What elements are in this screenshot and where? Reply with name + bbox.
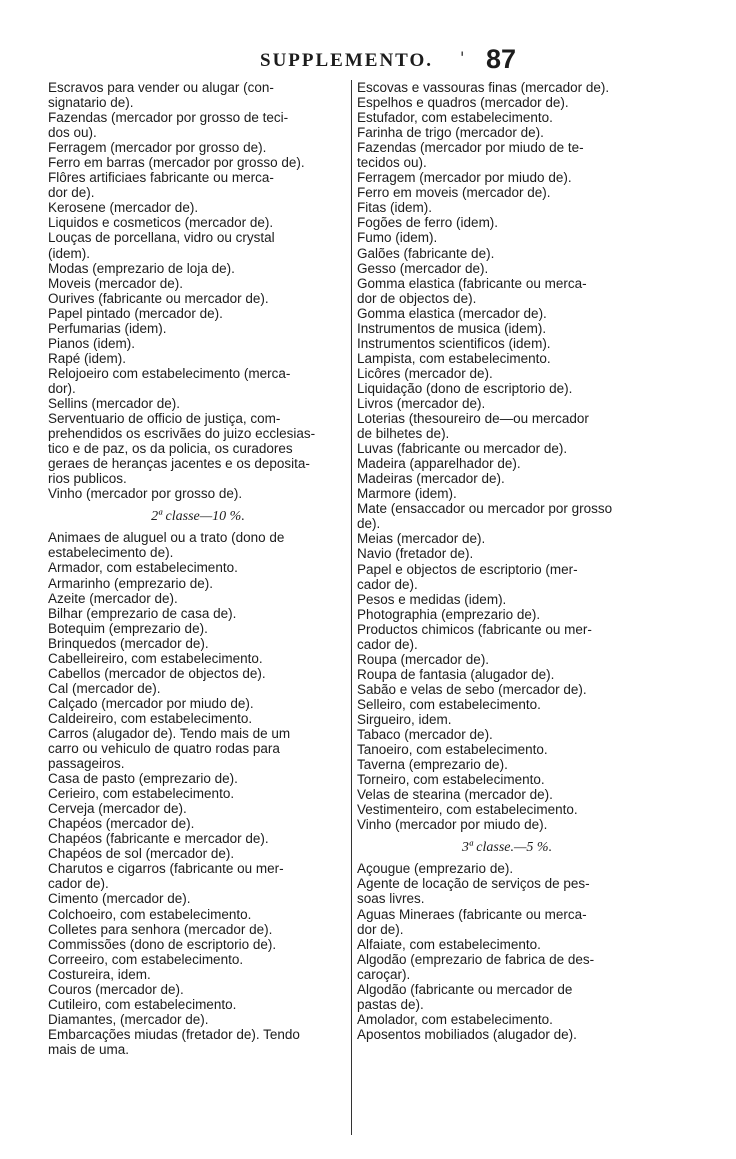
list-item: dor de objectos de). — [357, 290, 477, 306]
list-item: soas livres. — [357, 891, 425, 907]
list-item: tecidos ou). — [357, 155, 427, 171]
section-heading-3a-classe: 3ª classe.—5 %. — [461, 840, 553, 856]
list-item: caroçar). — [357, 966, 411, 982]
list-item: Perfumarias (idem). — [48, 320, 167, 336]
section-heading-2a-classe: 2ª classe—10 %. — [151, 509, 245, 525]
list-item: Cerveja (mercador de). — [48, 801, 187, 817]
list-item: Colchoeiro, com estabelecimento. — [48, 906, 252, 922]
section-3-entries-list — [357, 861, 657, 1042]
list-item: dos ou). — [48, 125, 97, 141]
list-item: Sellins (mercador de). — [48, 395, 181, 411]
list-item: Louças de porcellana, vidro ou crystal — [48, 230, 275, 246]
list-item: Roupa de fantasia (alugador de). — [357, 666, 555, 682]
list-item: Calçado (mercador por miudo de). — [48, 695, 254, 711]
printer-mark: ' — [460, 48, 465, 67]
column-divider — [351, 80, 352, 1135]
list-item: Fumo (idem). — [357, 230, 438, 246]
list-item: Madeira (apparelhador de). — [357, 456, 521, 472]
page-header — [40, 44, 680, 78]
list-item: Chapéos (mercador de). — [48, 816, 195, 832]
list-item: Costureira, idem. — [48, 966, 151, 982]
list-item: Estufador, com estabelecimento. — [357, 110, 553, 126]
list-item: Ferragem (mercador por miudo de). — [357, 170, 572, 186]
list-item: Galões (fabricante de). — [357, 245, 495, 261]
list-item: Animaes de aluguel ou a trato (dono de — [48, 530, 285, 546]
list-item: geraes de heranças jacentes e os deposita- — [48, 456, 310, 472]
list-item: Roupa (mercador de). — [357, 651, 490, 667]
list-item: Fazendas (mercador por grosso de teci- — [48, 110, 289, 126]
list-item: Kerosene (mercador de). — [48, 200, 199, 216]
list-item: Ourives (fabricante ou mercador de). — [48, 290, 269, 306]
list-item: Alfaiate, com estabelecimento. — [357, 936, 541, 952]
list-item: Carros (alugador de). Tendo mais de um — [48, 725, 291, 741]
list-item: Mate (ensaccador ou mercador por grosso — [357, 501, 613, 517]
list-item: Armador, com estabelecimento. — [48, 560, 238, 576]
list-item: Vinho (mercador por miudo de). — [357, 817, 548, 833]
list-item: Meias (mercador de). — [357, 531, 486, 547]
list-item: Colletes para senhora (mercador de). — [48, 921, 273, 937]
list-item: Licôres (mercador de). — [357, 365, 493, 381]
list-item: Selleiro, com estabelecimento. — [357, 696, 541, 712]
list-item: Madeiras (mercador de). — [357, 471, 505, 487]
list-item: Cabelleireiro, com estabelecimento. — [48, 650, 263, 666]
list-item: estabelecimento de). — [48, 545, 174, 561]
list-item: Sirgueiro, idem. — [357, 711, 452, 727]
list-item: Relojoeiro com estabelecimento (merca- — [48, 365, 291, 381]
list-item: Fogões de ferro (idem). — [357, 215, 499, 231]
list-item: Cabellos (mercador de objectos de). — [48, 665, 266, 681]
list-item: Ferro em moveis (mercador de). — [357, 185, 551, 201]
list-item: carro ou vehiculo de quatro rodas para — [48, 741, 280, 757]
list-item: Charutos e cigarros (fabricante ou mer- — [48, 861, 284, 877]
list-item: dor de). — [48, 185, 95, 201]
left-column — [48, 80, 348, 1057]
left-entries-list — [48, 80, 348, 501]
list-item: Escravos para vender ou alugar (con- — [48, 80, 274, 95]
list-item: Navio (fretador de). — [357, 546, 474, 562]
list-item: Chapéos (fabricante e mercador de). — [48, 831, 269, 847]
list-item: Liquidos e cosmeticos (mercador de). — [48, 215, 274, 231]
list-item: Agente de locação de serviços de pes- — [357, 876, 590, 892]
list-item: Espelhos e quadros (mercador de). — [357, 95, 569, 111]
list-item: Rapé (idem). — [48, 350, 127, 366]
list-item: Gomma elastica (fabricante ou merca- — [357, 275, 587, 291]
list-item: Taverna (emprezario de). — [357, 757, 508, 773]
list-item: dor de). — [357, 921, 404, 937]
list-item: Cal (mercador de). — [48, 680, 161, 696]
list-item: Ferro em barras (mercador por grosso de). — [48, 155, 305, 171]
list-item: Vestimenteiro, com estabelecimento. — [357, 802, 578, 818]
list-item: Fazendas (mercador por miudo de te- — [357, 140, 584, 156]
list-item: cador de). — [357, 636, 418, 652]
list-item: Gomma elastica (mercador de). — [357, 305, 547, 321]
list-item: tico e de paz, os da policia, os curadores — [48, 441, 293, 457]
list-item: Loterias (thesoureiro de—ou mercador — [357, 411, 589, 427]
list-item: signatario de). — [48, 95, 134, 111]
list-item: Algodão (fabricante ou mercador de — [357, 981, 573, 997]
list-item: Vinho (mercador por grosso de). — [48, 486, 243, 502]
list-item: Escovas e vassouras finas (mercador de). — [357, 80, 610, 95]
list-item: (idem). — [48, 245, 91, 261]
list-item: Ferragem (mercador por grosso de). — [48, 140, 267, 156]
list-item: Chapéos de sol (mercador de). — [48, 846, 235, 862]
list-item: dor). — [48, 380, 76, 396]
list-item: de bilhetes de). — [357, 426, 450, 442]
list-item: Flôres artificiaes fabricante ou merca- — [48, 170, 274, 186]
list-item: Moveis (mercador de). — [48, 275, 184, 291]
list-item: Luvas (fabricante ou mercador de). — [357, 441, 568, 457]
list-item: cador de). — [48, 876, 109, 892]
list-item: Cerieiro, com estabelecimento. — [48, 786, 235, 802]
page-number: 87 — [486, 44, 517, 74]
list-item: rios publicos. — [48, 471, 127, 487]
list-item: Serventuario de officio de justiça, com- — [48, 411, 281, 427]
list-item: Pianos (idem). — [48, 335, 136, 351]
list-item: Papel e objectos de escriptorio (mer- — [357, 561, 578, 577]
list-item: Açougue (emprezario de). — [357, 861, 514, 877]
list-item: Torneiro, com estabelecimento. — [357, 772, 545, 788]
list-item: Papel pintado (mercador de). — [48, 305, 223, 321]
list-item: Lampista, com estabelecimento. — [357, 350, 551, 366]
list-item: Commissões (dono de escriptorio de). — [48, 936, 277, 952]
right-column — [357, 80, 657, 1042]
list-item: Photographia (emprezario de). — [357, 606, 541, 622]
list-item: Instrumentos de musica (idem). — [357, 320, 547, 336]
list-item: prehendidos os escrivães do juizo ecclesias- — [48, 426, 316, 442]
list-item: Instrumentos scientificos (idem). — [357, 335, 551, 351]
list-item: Azeite (mercador de). — [48, 590, 178, 606]
list-item: Algodão (emprezario de fabrica de des- — [357, 951, 595, 967]
list-item: Casa de pasto (emprezario de). — [48, 771, 238, 787]
list-item: passageiros. — [48, 756, 125, 772]
list-item: Sabão e velas de sebo (mercador de). — [357, 681, 587, 697]
list-item: Embarcações miudas (fretador de). Tendo — [48, 1026, 300, 1042]
list-item: cador de). — [357, 576, 418, 592]
list-item: Cutileiro, com estabelecimento. — [48, 996, 237, 1012]
list-item: Tabaco (mercador de). — [357, 727, 493, 743]
list-item: Tanoeiro, com estabelecimento. — [357, 742, 548, 758]
list-item: Aposentos mobiliados (alugador de). — [357, 1026, 577, 1042]
list-item: de). — [357, 516, 381, 532]
list-item: Fitas (idem). — [357, 200, 433, 216]
list-item: Botequim (emprezario de). — [48, 620, 208, 636]
list-item: pastas de). — [357, 996, 424, 1012]
list-item: Modas (emprezario de loja de). — [48, 260, 235, 276]
list-item: Couros (mercador de). — [48, 981, 184, 997]
list-item: mais de uma. — [48, 1041, 130, 1057]
list-item: Correeiro, com estabelecimento. — [48, 951, 244, 967]
list-item: Diamantes, (mercador de). — [48, 1011, 209, 1027]
list-item: Caldeireiro, com estabelecimento. — [48, 710, 253, 726]
list-item: Armarinho (emprezario de). — [48, 575, 214, 591]
list-item: Pesos e medidas (idem). — [357, 591, 507, 607]
list-item: Livros (mercador de). — [357, 395, 486, 411]
list-item: Bilhar (emprezario de casa de). — [48, 605, 237, 621]
list-item: Cimento (mercador de). — [48, 891, 191, 907]
list-item: Liquidação (dono de escriptorio de). — [357, 380, 573, 396]
list-item: Marmore (idem). — [357, 486, 457, 502]
list-item: Gesso (mercador de). — [357, 260, 489, 276]
list-item: Farinha de trigo (mercador de). — [357, 125, 544, 141]
list-item: Amolador, com estabelecimento. — [357, 1011, 553, 1027]
running-title: SUPPLEMENTO. — [260, 50, 434, 71]
right-entries-list — [357, 80, 657, 832]
list-item: Velas de stearina (mercador de). — [357, 787, 553, 803]
list-item: Productos chimicos (fabricante ou mer- — [357, 621, 592, 637]
list-item: Aguas Mineraes (fabricante ou merca- — [357, 906, 587, 922]
section-2-entries-list — [48, 530, 348, 1057]
list-item: Brinquedos (mercador de). — [48, 635, 209, 651]
